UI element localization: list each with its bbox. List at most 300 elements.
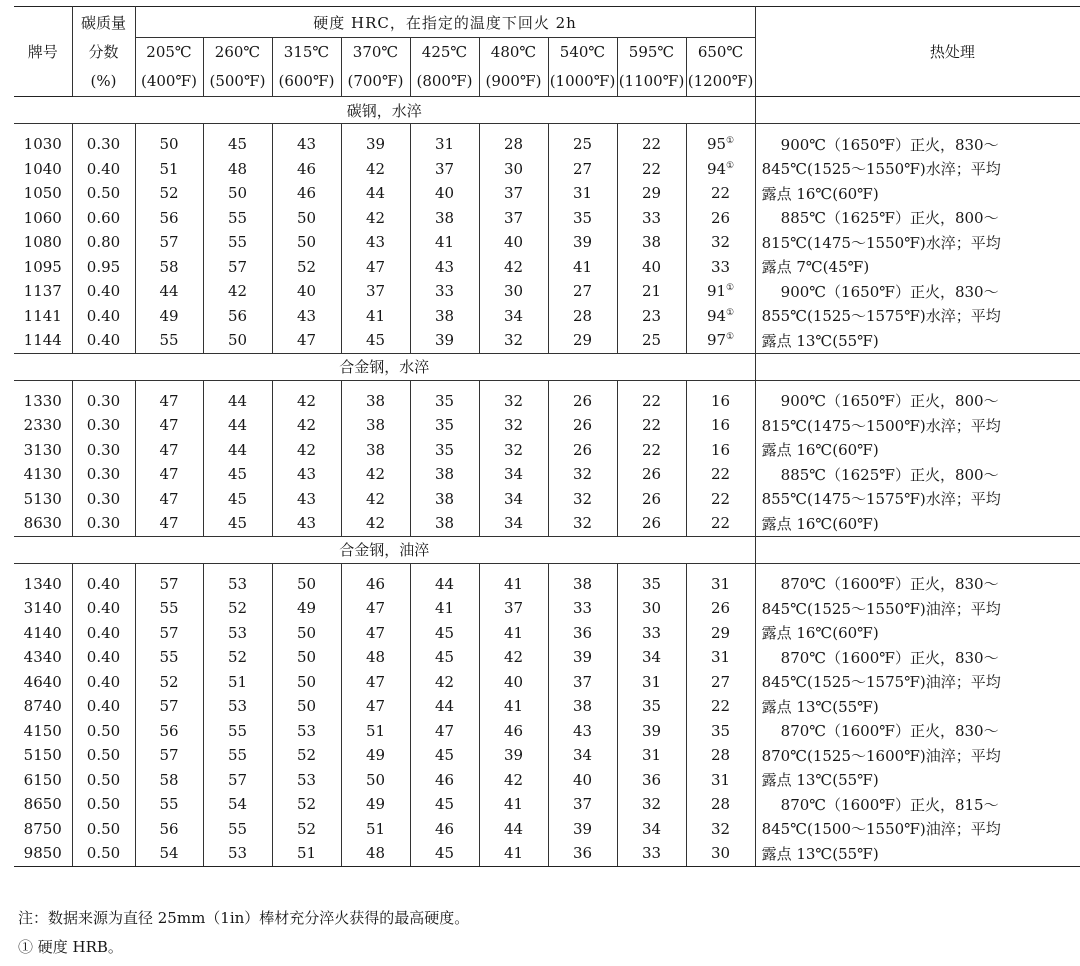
hardness-value: 49	[365, 795, 386, 814]
hardness-cell	[135, 511, 203, 536]
hardness-cell	[686, 596, 755, 621]
hardness-cell	[479, 132, 548, 157]
hardness-cell	[617, 694, 686, 719]
hardness-cell	[548, 255, 617, 280]
carbon-cell: 0.30	[72, 389, 135, 414]
heat-treatment-cell: 885℃（1625℉）正火，800～	[761, 209, 999, 228]
hardness-cell	[548, 279, 617, 304]
hardness-value: 49	[296, 599, 317, 618]
temp-celsius-cell: 480℃	[479, 38, 548, 67]
brand-cell: 3140	[14, 596, 72, 621]
hardness-value: 30	[710, 844, 731, 863]
brand-cell: 5130	[14, 487, 72, 512]
hardness-cell	[548, 132, 617, 157]
hardness-value: 22	[710, 697, 731, 716]
hardness-value: 33	[641, 623, 662, 642]
footnote-ref: ①	[726, 283, 735, 294]
heat-treatment-cell: 露点 16℃(60℉)	[761, 441, 879, 460]
hardness-cell	[479, 768, 548, 793]
hardness-cell	[479, 719, 548, 744]
hardness-cell	[203, 743, 272, 768]
hardness-value: 50	[227, 184, 248, 203]
heat-treatment-cell: 870℃（1600℉）正火，830～	[761, 648, 999, 667]
hardness-value: 46	[503, 721, 524, 740]
hardness-title: 硬度 HRC，在指定的温度下回火 2h	[313, 13, 577, 32]
hardness-cell	[479, 487, 548, 512]
hardness-value: 40	[572, 770, 593, 789]
group-header-row	[14, 536, 1080, 563]
hardness-cell	[479, 230, 548, 255]
spacer-cell	[135, 563, 203, 572]
hardness-value: 29	[641, 184, 662, 203]
group-header-blank	[14, 97, 755, 124]
hardness-value: 52	[159, 672, 179, 691]
hardness-cell	[548, 462, 617, 487]
hardness-value: 47	[365, 623, 386, 642]
table-row	[14, 132, 1080, 157]
heat-treatment-cell: 815℃(1475～1500℉)水淬；平均	[761, 416, 1001, 435]
hardness-value: 46	[296, 184, 317, 203]
hardness-value: 33	[434, 282, 455, 301]
hardness-value: 37	[365, 282, 386, 301]
heat-treatment-cell: 845℃(1525～1550℉)油淬；平均	[761, 599, 1001, 618]
hardness-value: 52	[227, 599, 248, 618]
hardness-cell	[341, 621, 410, 646]
table-row	[14, 206, 1080, 231]
hardness-cell	[479, 792, 548, 817]
carbon-cell: 0.40	[72, 670, 135, 695]
heat-treatment-cell: 845℃(1525～1550℉)水淬；平均	[761, 160, 1001, 179]
hardness-cell	[548, 719, 617, 744]
spacer-cell	[410, 380, 479, 389]
brand-cell: 4140	[14, 621, 72, 646]
hardness-cell	[617, 621, 686, 646]
spacer-cell	[203, 380, 272, 389]
heat-treatment-cell: 900℃（1650℉）正火，830～	[761, 282, 999, 301]
hardness-value: 33	[641, 844, 662, 863]
hardness-value: 38	[434, 514, 455, 533]
table-row	[14, 792, 1080, 817]
hardness-value: 40	[503, 672, 524, 691]
hardness-value: 53	[296, 721, 317, 740]
hardness-value: 50	[159, 135, 179, 154]
hardness-cell	[686, 768, 755, 793]
hardness-cell	[135, 206, 203, 231]
carbon-cell: 0.30	[72, 413, 135, 438]
spacer-cell	[410, 563, 479, 572]
hardness-cell	[135, 719, 203, 744]
table-row	[14, 157, 1080, 182]
hardness-cell	[135, 768, 203, 793]
group-header-right-blank	[755, 97, 1080, 124]
hardness-value: 35	[434, 440, 455, 459]
hardness-cell	[686, 743, 755, 768]
hardness-cell	[135, 132, 203, 157]
table-row	[14, 487, 1080, 512]
hardness-value: 32	[710, 233, 731, 252]
group-spacer-row	[14, 563, 1080, 572]
hardness-value: 57	[159, 697, 179, 716]
hardness-value: 37	[503, 208, 524, 227]
hardness-cell	[272, 596, 341, 621]
hardness-value: 48	[365, 648, 386, 667]
hardness-value: 47	[365, 257, 386, 276]
hardness-cell	[203, 719, 272, 744]
spacer-cell	[617, 380, 686, 389]
hardness-cell	[341, 768, 410, 793]
hardness-value: 42	[296, 440, 317, 459]
hardness-cell	[272, 462, 341, 487]
hardness-cell	[341, 596, 410, 621]
hardness-value: 47	[159, 514, 179, 533]
hardness-cell	[548, 181, 617, 206]
group-header-row	[14, 353, 1080, 380]
heat-treatment-cell: 900℃（1650℉）正火，830～	[761, 135, 999, 154]
hardness-cell	[617, 462, 686, 487]
hardness-value: 42	[296, 391, 317, 410]
temp-fahrenheit-cell: (1200℉)	[686, 66, 755, 97]
heat-treatment-cell: 露点 13℃(55℉)	[755, 841, 1080, 866]
carbon-cell: 0.40	[72, 279, 135, 304]
hardness-value: 42	[296, 416, 317, 435]
hardness-value: 22	[641, 416, 662, 435]
hardness-value: 31	[641, 746, 662, 765]
hardness-cell	[272, 511, 341, 536]
hardness-value: 94	[706, 306, 727, 325]
table-row	[14, 181, 1080, 206]
heat-treatment-cell: 845℃(1525～1575℉)油淬；平均	[761, 673, 1001, 692]
hardness-cell	[203, 596, 272, 621]
hardness-cell	[479, 389, 548, 414]
temp-celsius-cell: 425℃	[410, 38, 479, 67]
hardness-value: 55	[227, 721, 248, 740]
hardness-value: 46	[434, 770, 455, 789]
carbon-cell: 0.30	[72, 462, 135, 487]
hardness-cell	[341, 792, 410, 817]
hardness-value: 32	[710, 819, 731, 838]
hardness-value: 57	[159, 746, 179, 765]
spacer-cell	[755, 380, 1080, 389]
hardness-value: 38	[434, 306, 455, 325]
hardness-value: 29	[710, 623, 731, 642]
table-row	[14, 596, 1080, 621]
hardness-value: 32	[503, 331, 524, 350]
hardness-value: 56	[159, 721, 179, 740]
table-row	[14, 328, 1080, 353]
table-row	[14, 621, 1080, 646]
heat-treatment-cell: 815℃(1475～1550℉)水淬；平均	[761, 233, 1001, 252]
hardness-value: 31	[572, 184, 593, 203]
hardness-value: 50	[365, 770, 386, 789]
hardness-value: 16	[710, 440, 731, 459]
spacer-cell	[341, 563, 410, 572]
hardness-value: 46	[296, 159, 317, 178]
hardness-cell	[410, 743, 479, 768]
hardness-cell	[272, 841, 341, 866]
temp-fahrenheit-cell: (400℉)	[135, 66, 203, 97]
hardness-cell	[272, 255, 341, 280]
spacer-cell	[479, 563, 548, 572]
hardness-cell	[617, 438, 686, 463]
hardness-cell	[341, 645, 410, 670]
hardness-value: 45	[434, 844, 455, 863]
hardness-value: 38	[641, 233, 662, 252]
hardness-value: 38	[365, 391, 386, 410]
hardness-cell	[479, 817, 548, 842]
hardness-cell	[617, 328, 686, 353]
carbon-cell: 0.40	[72, 328, 135, 353]
hardness-value: 44	[503, 819, 524, 838]
hardness-value: 50	[296, 208, 317, 227]
hardness-cell	[410, 817, 479, 842]
group-header-blank	[14, 536, 755, 563]
spacer-cell	[14, 124, 72, 133]
group-spacer-row	[14, 380, 1080, 389]
hardness-cell	[203, 768, 272, 793]
hardness-value: 94	[706, 159, 727, 178]
hardness-cell	[135, 279, 203, 304]
hardness-cell	[548, 572, 617, 597]
hardness-value: 36	[641, 770, 662, 789]
hardness-cell	[135, 645, 203, 670]
hardness-value: 41	[434, 599, 455, 618]
carbon-cell: 0.80	[72, 230, 135, 255]
hardness-value: 26	[572, 416, 593, 435]
hardness-cell	[410, 462, 479, 487]
table-row	[14, 255, 1080, 280]
hardness-value: 38	[572, 697, 593, 716]
hardness-cell	[617, 596, 686, 621]
hardness-value: 44	[227, 391, 248, 410]
hardness-value: 50	[296, 574, 317, 593]
hardness-value: 50	[296, 623, 317, 642]
spacer-cell	[686, 380, 755, 389]
hardness-cell	[341, 413, 410, 438]
hardness-value: 44	[159, 282, 179, 301]
brand-cell: 1060	[14, 206, 72, 231]
hardness-value: 39	[434, 331, 455, 350]
table-row	[14, 743, 1080, 768]
hardness-cell	[203, 279, 272, 304]
carbon-cell: 0.40	[72, 621, 135, 646]
hardness-value: 47	[365, 672, 386, 691]
hardness-cell	[341, 230, 410, 255]
brand-cell: 4340	[14, 645, 72, 670]
hardness-value: 56	[159, 819, 179, 838]
hardness-cell	[203, 511, 272, 536]
hardness-cell	[548, 389, 617, 414]
hardness-value: 39	[572, 819, 593, 838]
hardness-cell	[135, 389, 203, 414]
hardness-cell	[135, 462, 203, 487]
hardness-value: 26	[641, 489, 662, 508]
hardness-value: 55	[159, 331, 179, 350]
hardness-value: 51	[159, 159, 179, 178]
hardness-cell	[617, 841, 686, 866]
hardness-cell	[617, 389, 686, 414]
hardness-value: 38	[434, 208, 455, 227]
hardness-cell	[686, 255, 755, 280]
hardness-value: 57	[159, 574, 179, 593]
hardness-cell	[135, 817, 203, 842]
hardness-value: 52	[296, 819, 317, 838]
carbon-cell: 0.40	[72, 596, 135, 621]
table-row	[14, 511, 1080, 536]
carbon-cell: 0.60	[72, 206, 135, 231]
hardness-value: 38	[365, 440, 386, 459]
hardness-value: 32	[503, 391, 524, 410]
hardness-value: 30	[503, 282, 524, 301]
hardness-value: 52	[296, 795, 317, 814]
spacer-cell	[479, 380, 548, 389]
temp-celsius-cell: 315℃	[272, 38, 341, 67]
hardness-cell	[410, 670, 479, 695]
brand-cell: 4640	[14, 670, 72, 695]
group-title: 碳钢，水淬	[346, 101, 422, 120]
hardness-value: 28	[572, 306, 593, 325]
hardness-value: 35	[434, 416, 455, 435]
spacer-cell	[14, 380, 72, 389]
footnote-ref: ①	[726, 332, 735, 343]
hardness-value: 36	[572, 623, 593, 642]
spacer-cell	[341, 380, 410, 389]
spacer-cell	[617, 124, 686, 133]
hardness-cell	[410, 389, 479, 414]
hardness-value: 25	[572, 135, 593, 154]
hardness-value: 35	[434, 391, 455, 410]
hardness-cell	[272, 157, 341, 182]
hardness-cell	[617, 511, 686, 536]
hardness-cell	[617, 413, 686, 438]
hardness-value: 51	[227, 672, 248, 691]
hardness-value: 32	[503, 416, 524, 435]
hardness-value: 55	[159, 795, 179, 814]
group-header-row	[14, 97, 1080, 124]
hardness-value: 46	[434, 819, 455, 838]
hardness-cell	[479, 304, 548, 329]
hardness-value: 26	[710, 599, 731, 618]
hardness-value: 52	[296, 257, 317, 276]
hardness-cell	[479, 694, 548, 719]
hardness-cell	[686, 621, 755, 646]
hardness-value: 43	[572, 721, 593, 740]
brand-cell: 4130	[14, 462, 72, 487]
hardness-cell	[686, 719, 755, 744]
hardness-value: 45	[227, 465, 248, 484]
hardness-value: 54	[227, 795, 248, 814]
hardness-value: 42	[365, 514, 386, 533]
heat-treatment-cell: 870℃(1525～1600℉)油淬；平均	[761, 746, 1001, 765]
hardness-cell	[272, 768, 341, 793]
hardness-cell	[617, 817, 686, 842]
hardness-value: 52	[159, 184, 179, 203]
heat-treatment-cell: 885℃（1625℉）正火，800～	[761, 465, 999, 484]
heat-treatment-cell: 露点 16℃(60℉)	[761, 514, 879, 533]
hardness-cell	[479, 645, 548, 670]
hardness-cell	[410, 181, 479, 206]
hardness-cell	[272, 694, 341, 719]
hardness-value: 55	[159, 599, 179, 618]
carbon-cell: 0.30	[72, 438, 135, 463]
heat-treatment-cell: 露点 13℃(55℉)	[761, 771, 879, 790]
hardness-cell	[341, 572, 410, 597]
carbon-cell: 0.50	[72, 792, 135, 817]
hardness-cell	[479, 621, 548, 646]
hardness-cell	[272, 572, 341, 597]
hardness-cell	[410, 792, 479, 817]
hardness-value: 48	[227, 159, 248, 178]
temp-fahrenheit-cell: (600℉)	[272, 66, 341, 97]
spacer-cell	[686, 124, 755, 133]
table-row	[14, 572, 1080, 597]
hardness-value: 30	[641, 599, 662, 618]
table-row	[14, 304, 1080, 329]
hardness-value: 41	[503, 697, 524, 716]
hardness-cell	[341, 279, 410, 304]
hardness-value: 44	[227, 440, 248, 459]
hardness-cell	[686, 645, 755, 670]
heat-treatment-cell: 露点 13℃(55℉)	[761, 331, 879, 350]
hardness-value: 34	[641, 819, 662, 838]
heat-treatment-cell: 855℃(1475～1575℉)水淬；平均	[761, 490, 1001, 509]
hardness-value: 31	[434, 135, 455, 154]
hardness-cell	[135, 328, 203, 353]
temp-celsius-cell: 540℃	[548, 38, 617, 67]
table-row	[14, 719, 1080, 744]
hardness-cell	[203, 462, 272, 487]
hardness-value: 55	[227, 208, 248, 227]
hardness-value: 42	[503, 648, 524, 667]
carbon-header-line2: 分数	[72, 38, 135, 67]
hardness-cell	[272, 621, 341, 646]
hardness-cell	[203, 304, 272, 329]
hardness-value: 42	[503, 770, 524, 789]
heat-treatment-cell: 855℃(1525～1575℉)水淬；平均	[761, 307, 1001, 326]
hardness-cell	[617, 719, 686, 744]
hardness-cell	[479, 670, 548, 695]
hardness-value: 32	[503, 440, 524, 459]
hardness-cell	[341, 817, 410, 842]
hardness-cell	[410, 645, 479, 670]
heat-treatment-cell: 870℃（1600℉）正火，815～	[761, 795, 999, 814]
hardness-value: 34	[641, 648, 662, 667]
hardness-value: 47	[365, 599, 386, 618]
carbon-cell: 0.40	[72, 645, 135, 670]
hardness-cell	[548, 511, 617, 536]
spacer-cell	[548, 563, 617, 572]
carbon-cell: 0.50	[72, 181, 135, 206]
hardness-cell	[135, 487, 203, 512]
hardness-cell	[617, 487, 686, 512]
hardness-value: 42	[434, 672, 455, 691]
temp-celsius-cell: 370℃	[341, 38, 410, 67]
hardness-value: 57	[227, 257, 248, 276]
hardness-value: 43	[296, 135, 317, 154]
hardness-value: 41	[365, 306, 386, 325]
hardness-value: 50	[296, 648, 317, 667]
hardness-value: 42	[365, 489, 386, 508]
heat-treatment-cell: 露点 13℃(55℉)	[761, 697, 879, 716]
table-row	[14, 413, 1080, 438]
carbon-cell: 0.50	[72, 719, 135, 744]
hardness-value: 37	[572, 795, 593, 814]
hardness-cell	[479, 572, 548, 597]
hardness-value: 53	[227, 844, 248, 863]
hardness-cell	[341, 206, 410, 231]
hardness-cell	[203, 792, 272, 817]
hardness-cell	[686, 328, 755, 353]
hardness-value: 32	[572, 514, 593, 533]
